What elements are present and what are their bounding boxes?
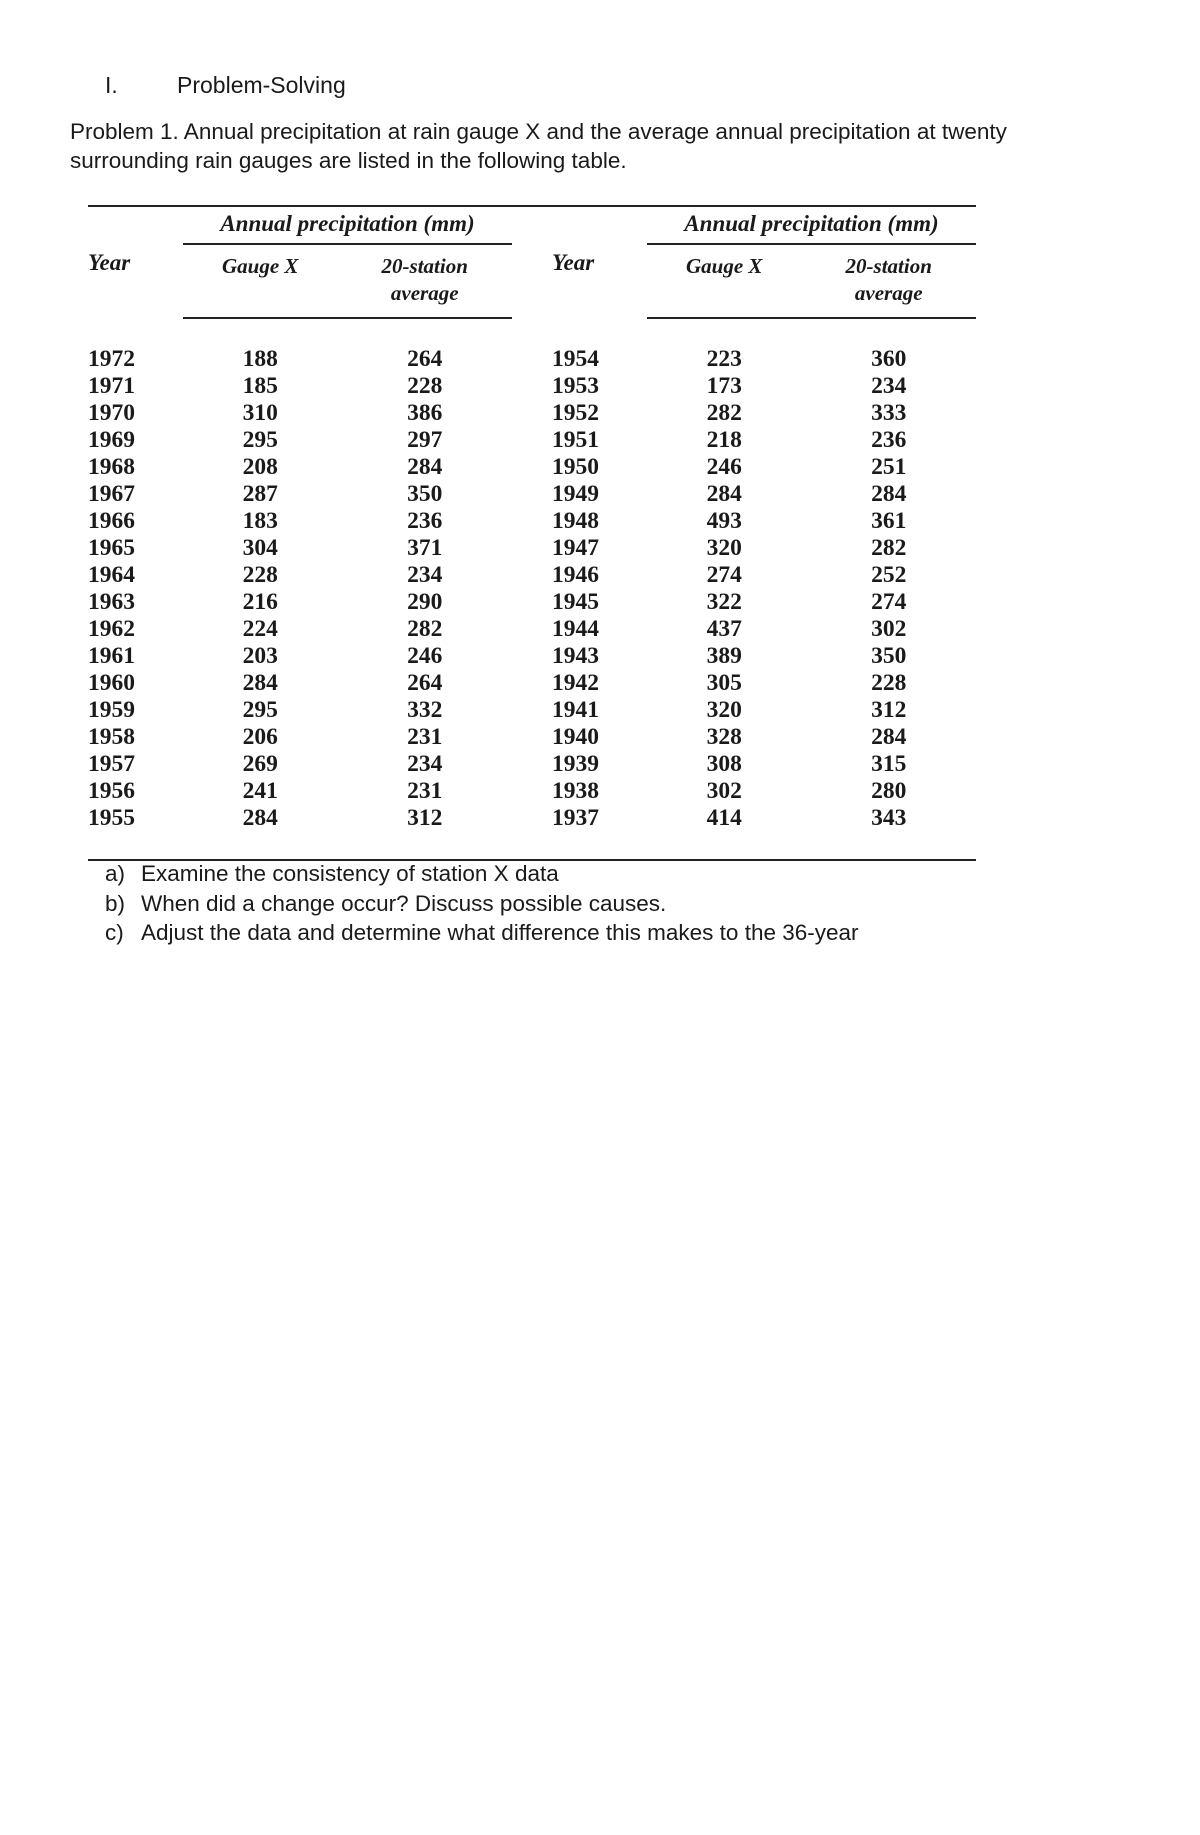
column-gap [512, 805, 552, 832]
spacer-row [88, 318, 976, 346]
gauge-x-cell: 223 [706, 346, 742, 372]
question-item [105, 889, 859, 919]
year-cell: 1962 [88, 616, 135, 642]
station-avg-line2: average [854, 281, 923, 305]
gauge-x-cell: 216 [242, 589, 278, 615]
station-avg-cell: 251 [871, 454, 907, 480]
year-cell: 1938 [551, 778, 599, 804]
table-row [88, 427, 976, 454]
table-row [88, 589, 976, 616]
column-gap [512, 535, 552, 562]
year-cell: 1958 [88, 724, 135, 750]
year-cell: 1955 [88, 805, 135, 831]
station-avg-line1: 20-station [381, 254, 468, 278]
station-avg-cell: 282 [407, 616, 443, 642]
gauge-x-cell: 320 [706, 535, 742, 561]
station-avg-cell: 231 [407, 724, 443, 750]
station-avg-line2: average [390, 281, 459, 305]
year-cell: 1950 [551, 454, 599, 480]
column-gap [512, 589, 552, 616]
section-number: I. [105, 72, 118, 98]
year-cell: 1957 [88, 751, 135, 777]
station-avg-cell: 234 [407, 562, 443, 588]
gauge-x-cell: 305 [706, 670, 742, 696]
year-cell: 1968 [88, 454, 135, 480]
gauge-x-cell: 414 [706, 805, 742, 831]
station-avg-cell: 236 [871, 427, 907, 453]
gauge-x-header-right: Gauge X [647, 249, 801, 318]
year-cell: 1952 [551, 400, 599, 426]
table-row [88, 751, 976, 778]
station-avg-cell: 282 [871, 535, 907, 561]
table-row [88, 778, 976, 805]
station-avg-line1: 20-station [845, 254, 932, 278]
year-cell: 1943 [551, 643, 599, 669]
station-avg-cell: 312 [871, 697, 907, 723]
column-gap [512, 400, 552, 427]
station-avg-cell: 280 [871, 778, 907, 804]
column-gap [512, 373, 552, 400]
table-row [88, 562, 976, 589]
gauge-x-cell: 282 [706, 400, 742, 426]
year-cell: 1939 [551, 751, 599, 777]
station-avg-cell: 350 [407, 481, 443, 507]
year-cell: 1941 [551, 697, 599, 723]
year-cell: 1956 [88, 778, 135, 804]
column-gap [512, 778, 552, 805]
station-avg-cell: 361 [871, 508, 907, 534]
gauge-x-cell: 218 [706, 427, 742, 453]
year-cell: 1964 [88, 562, 135, 588]
question-list [105, 859, 859, 948]
gauge-x-cell: 320 [706, 697, 742, 723]
year-cell: 1972 [88, 346, 135, 372]
station-avg-cell: 264 [407, 346, 443, 372]
gauge-x-cell: 295 [242, 427, 278, 453]
station-avg-cell: 343 [871, 805, 907, 831]
station-avg-cell: 315 [871, 751, 907, 777]
gauge-x-cell: 246 [706, 454, 742, 480]
gauge-x-cell: 284 [706, 481, 742, 507]
year-cell: 1940 [551, 724, 599, 750]
question-letter: b) [105, 890, 126, 916]
header-gap [512, 206, 552, 318]
question-letter: c) [105, 920, 124, 945]
year-cell: 1945 [551, 589, 599, 615]
station-avg-cell: 234 [407, 751, 443, 777]
gauge-x-cell: 241 [242, 778, 278, 804]
question-text: When did a change occur? Discuss possible causes. [141, 890, 667, 916]
station-avg-cell: 264 [407, 670, 443, 696]
station-avg-header-left [337, 249, 512, 318]
station-avg-cell: 236 [407, 508, 443, 534]
section-title: Problem-Solving [177, 72, 346, 98]
column-gap [512, 697, 552, 724]
column-gap [512, 454, 552, 481]
annual-precip-header-left [183, 206, 512, 249]
column-gap [512, 481, 552, 508]
station-avg-cell: 312 [407, 805, 443, 831]
table-row [88, 697, 976, 724]
column-gap [512, 643, 552, 670]
gauge-x-cell: 287 [242, 481, 278, 507]
gauge-x-cell: 173 [706, 373, 742, 399]
table-bottom-rule [88, 832, 976, 860]
gauge-x-cell: 437 [706, 616, 742, 642]
station-avg-cell: 360 [871, 346, 907, 372]
station-avg-cell: 284 [871, 724, 907, 750]
table-row [88, 481, 976, 508]
gauge-x-cell: 328 [706, 724, 742, 750]
gauge-x-cell: 322 [706, 589, 742, 615]
column-gap [512, 616, 552, 643]
gauge-x-cell: 284 [242, 805, 278, 831]
year-cell: 1971 [88, 373, 135, 399]
table-row [88, 643, 976, 670]
year-cell: 1966 [88, 508, 135, 534]
year-header-right: Year [552, 206, 647, 318]
gauge-x-cell: 206 [242, 724, 278, 750]
question-text: Examine the consistency of station X data [141, 861, 559, 886]
column-gap [512, 427, 552, 454]
year-cell: 1960 [88, 670, 135, 696]
gauge-x-cell: 284 [242, 670, 278, 696]
table-row [88, 346, 976, 373]
column-gap [512, 562, 552, 589]
annual-precip-label-left: Annual precipitation (mm) [183, 211, 512, 245]
station-avg-cell: 231 [407, 778, 443, 804]
question-item [105, 859, 859, 889]
gauge-x-cell: 302 [706, 778, 742, 804]
gauge-x-cell: 185 [242, 373, 278, 399]
station-avg-cell: 302 [871, 616, 907, 642]
gauge-x-header-left: Gauge X [183, 249, 337, 318]
station-avg-cell: 234 [871, 373, 907, 399]
column-gap [512, 508, 552, 535]
table-row [88, 508, 976, 535]
question-letter: a) [105, 861, 126, 886]
station-avg-cell: 290 [407, 589, 443, 615]
gauge-x-cell: 304 [242, 535, 278, 561]
station-avg-cell: 386 [407, 400, 443, 426]
year-cell: 1953 [551, 373, 599, 399]
year-cell: 1954 [551, 346, 599, 372]
gauge-x-cell: 308 [706, 751, 742, 777]
gauge-x-cell: 269 [242, 751, 278, 777]
station-avg-cell: 350 [871, 643, 907, 669]
problem-statement: Problem 1. Annual precipitation at rain gauge X and the average annual precipitation at twenty surrounding rain gauges are listed in the following table. [70, 119, 1007, 173]
year-cell: 1959 [88, 697, 135, 723]
question-item [105, 918, 859, 948]
station-avg-cell: 333 [871, 400, 907, 426]
year-cell: 1967 [88, 481, 135, 507]
annual-precip-label-right: Annual precipitation (mm) [647, 211, 976, 245]
section-heading [105, 72, 346, 99]
year-cell: 1969 [88, 427, 135, 453]
year-cell: 1965 [88, 535, 135, 561]
gauge-x-cell: 188 [242, 346, 278, 372]
year-cell: 1949 [551, 481, 599, 507]
table-row [88, 724, 976, 751]
station-avg-cell: 332 [407, 697, 443, 723]
table-row [88, 454, 976, 481]
table-row [88, 400, 976, 427]
table-row [88, 616, 976, 643]
year-cell: 1937 [551, 805, 599, 831]
annual-precip-header-right [647, 206, 976, 249]
year-header-left: Year [88, 206, 183, 318]
station-avg-cell: 252 [871, 562, 907, 588]
question-text: Adjust the data and determine what difference this makes to the 36-year [141, 920, 859, 945]
year-cell: 1942 [551, 670, 599, 696]
station-avg-cell: 284 [407, 454, 443, 480]
year-cell: 1963 [88, 589, 135, 615]
gauge-x-cell: 228 [242, 562, 278, 588]
gauge-x-cell: 310 [242, 400, 278, 426]
station-avg-header-right [801, 249, 976, 318]
gauge-x-cell: 493 [706, 508, 742, 534]
year-cell: 1946 [551, 562, 599, 588]
station-avg-cell: 228 [407, 373, 443, 399]
station-avg-cell: 246 [407, 643, 443, 669]
gauge-x-cell: 389 [706, 643, 742, 669]
gauge-x-cell: 274 [706, 562, 742, 588]
table-row [88, 805, 976, 832]
column-gap [512, 724, 552, 751]
year-cell: 1961 [88, 643, 135, 669]
gauge-x-cell: 295 [242, 697, 278, 723]
table-row [88, 535, 976, 562]
station-avg-cell: 297 [407, 427, 443, 453]
column-gap [512, 751, 552, 778]
station-avg-cell: 371 [407, 535, 443, 561]
year-cell: 1948 [551, 508, 599, 534]
gauge-x-cell: 224 [242, 616, 278, 642]
year-cell: 1947 [551, 535, 599, 561]
table-row [88, 373, 976, 400]
year-cell: 1951 [551, 427, 599, 453]
year-cell: 1944 [551, 616, 599, 642]
station-avg-cell: 228 [871, 670, 907, 696]
precipitation-table [88, 205, 976, 861]
gauge-x-cell: 208 [242, 454, 278, 480]
year-cell: 1970 [88, 400, 135, 426]
station-avg-cell: 284 [871, 481, 907, 507]
column-gap [512, 670, 552, 697]
table-row [88, 670, 976, 697]
column-gap [512, 346, 552, 373]
station-avg-cell: 274 [871, 589, 907, 615]
gauge-x-cell: 183 [242, 508, 278, 534]
gauge-x-cell: 203 [242, 643, 278, 669]
table-body [88, 318, 976, 860]
